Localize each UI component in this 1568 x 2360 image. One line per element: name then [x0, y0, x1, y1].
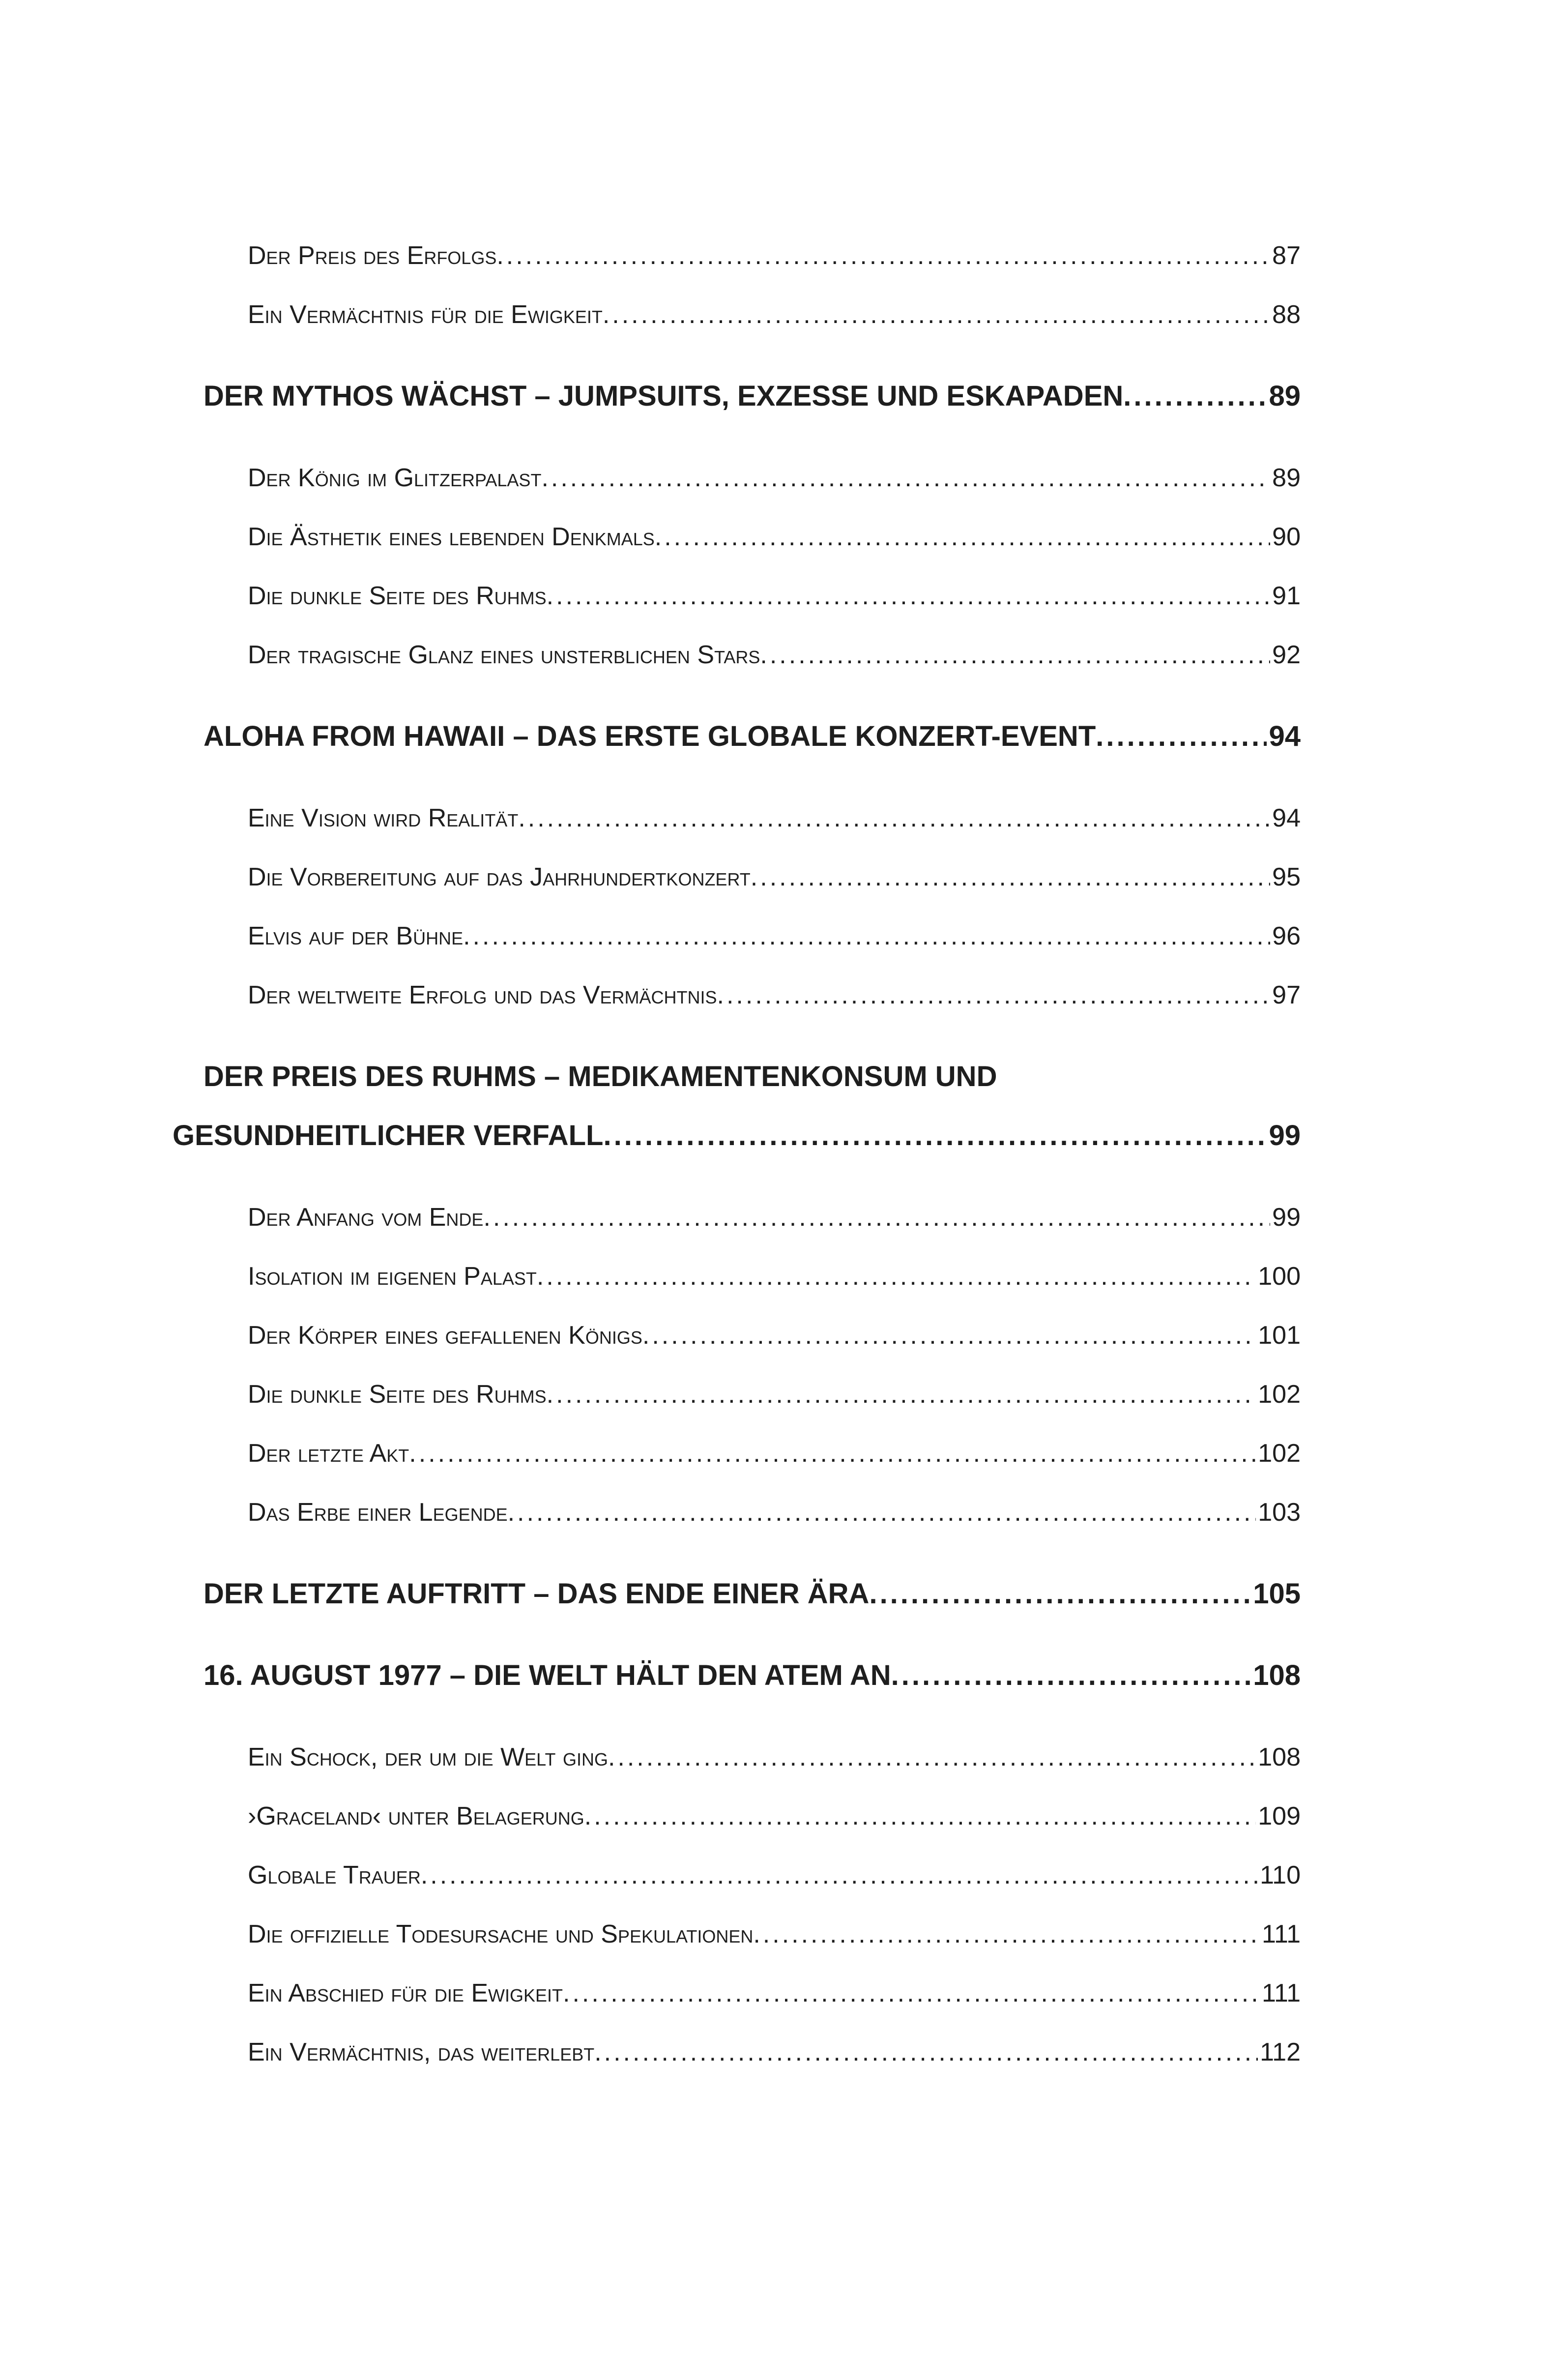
toc-entry-section[interactable]: [173, 566, 1301, 625]
dot-leader: [760, 625, 1270, 684]
toc-entry-section[interactable]: [173, 1964, 1301, 2023]
toc-entry-section[interactable]: [173, 1846, 1301, 1905]
toc-entry-label: Der Anfang vom Ende: [248, 1203, 484, 1232]
toc-entry-label: 16. AUGUST 1977 – DIE WELT HÄLT DEN ATEM AN: [203, 1659, 891, 1691]
toc-entry-section[interactable]: [173, 848, 1301, 907]
toc-entry-label: Der Preis des Erfolgs: [248, 241, 497, 270]
toc-entry-section[interactable]: [173, 1306, 1301, 1365]
toc-entry-section[interactable]: [173, 1188, 1301, 1247]
toc-entry-page: 103: [1258, 1498, 1301, 1527]
dot-leader: [541, 448, 1270, 507]
dot-leader: [891, 1646, 1251, 1705]
toc-entry-page: 94: [1272, 804, 1301, 832]
toc-entry-chapter[interactable]: [173, 1047, 1301, 1165]
toc-entry-page: 89: [1272, 464, 1301, 492]
toc-entry-label: Die Ästhetik eines lebenden Denkmals: [248, 523, 655, 551]
toc-entry-section[interactable]: [173, 1424, 1301, 1483]
dot-leader: [463, 907, 1270, 966]
toc-entry-chapter[interactable]: [173, 367, 1301, 426]
dot-leader: [642, 1306, 1256, 1365]
toc-entry-chapter[interactable]: [173, 1646, 1301, 1705]
toc-entry-page: 108: [1258, 1743, 1301, 1771]
dot-leader: [1123, 367, 1267, 426]
toc-entry-label: Die offizielle Todesursache und Spekulationen: [248, 1920, 754, 1948]
toc-entry-section[interactable]: [173, 285, 1301, 344]
toc-entry-section[interactable]: [173, 1905, 1301, 1964]
toc-entry-chapter[interactable]: [173, 707, 1301, 766]
dot-leader: [483, 1188, 1270, 1247]
toc-entry-page: 100: [1258, 1262, 1301, 1291]
dot-leader: [869, 1564, 1251, 1623]
toc-entry-page: 94: [1269, 720, 1301, 752]
toc-entry-label: Der tragische Glanz eines unsterblichen Stars: [248, 641, 760, 669]
toc-entry-label: Isolation im eigenen Palast: [248, 1262, 537, 1291]
toc-entry-page: 87: [1272, 241, 1301, 270]
toc-entry-section[interactable]: [173, 2023, 1301, 2082]
toc-entry-page: 102: [1258, 1380, 1301, 1409]
dot-leader: [496, 226, 1270, 285]
toc-entry-label: Das Erbe einer Legende: [248, 1498, 508, 1527]
toc-entry-label: ›Graceland‹ unter Belagerung: [248, 1802, 584, 1830]
toc-entry-page: 111: [1261, 1979, 1301, 2007]
toc-entry-section[interactable]: [173, 625, 1301, 684]
toc-entry-label: Ein Vermächtnis, das weiterlebt: [248, 2038, 595, 2066]
toc-entry-label: Die Vorbereitung auf das Jahrhundertkonzert: [248, 863, 751, 891]
dot-leader: [603, 285, 1270, 344]
toc-entry-section[interactable]: [173, 1728, 1301, 1787]
toc-entry-section[interactable]: [173, 789, 1301, 848]
toc-entry-page: 95: [1272, 863, 1301, 891]
toc-entry-label: Ein Vermächtnis für die Ewigkeit: [248, 300, 603, 329]
dot-leader: [547, 566, 1270, 625]
toc-entry-label: Elvis auf der Bühne: [248, 922, 464, 950]
toc-entry-page: 102: [1258, 1439, 1301, 1468]
toc-entry-section[interactable]: [173, 1787, 1301, 1846]
toc-entry-section[interactable]: [173, 1483, 1301, 1542]
toc-entry-page: 112: [1260, 2038, 1301, 2066]
table-of-contents: [173, 226, 1301, 2082]
toc-entry-chapter[interactable]: [173, 1564, 1301, 1623]
dot-leader: [584, 1787, 1256, 1846]
dot-leader: [409, 1424, 1256, 1483]
toc-entry-page: 111: [1261, 1920, 1301, 1948]
toc-entry-label: ALOHA FROM HAWAII – DAS ERSTE GLOBALE KONZERT-EVENT: [203, 720, 1096, 752]
dot-leader: [604, 1106, 1267, 1165]
toc-entry-label-line1: DER PREIS DES RUHMS – MEDIKAMENTENKONSUM UND: [203, 1061, 997, 1092]
toc-entry-label: Die dunkle Seite des Ruhms: [248, 1380, 547, 1409]
toc-entry-page: 90: [1272, 523, 1301, 551]
toc-entry-page: 99: [1269, 1120, 1301, 1151]
toc-entry-section[interactable]: [173, 507, 1301, 566]
dot-leader: [608, 1728, 1256, 1787]
toc-entry-label: DER LETZTE AUFTRITT – DAS ENDE EINER ÄRA: [203, 1578, 870, 1610]
dot-leader: [1096, 707, 1267, 766]
toc-entry-section[interactable]: [173, 966, 1301, 1025]
toc-entry-page: 108: [1253, 1659, 1301, 1691]
dot-leader: [421, 1846, 1258, 1905]
toc-entry-page: 109: [1258, 1802, 1301, 1830]
dot-leader: [563, 1964, 1260, 2023]
dot-leader: [537, 1247, 1256, 1306]
toc-entry-page: 91: [1272, 582, 1301, 610]
toc-entry-page: 105: [1253, 1578, 1301, 1610]
dot-leader: [547, 1365, 1256, 1424]
toc-entry-page: 88: [1272, 300, 1301, 329]
toc-entry-section[interactable]: [173, 1365, 1301, 1424]
dot-leader: [751, 848, 1270, 907]
dot-leader: [717, 966, 1271, 1025]
toc-entry-section[interactable]: [173, 907, 1301, 966]
toc-entry-label: Eine Vision wird Realität: [248, 804, 519, 832]
toc-entry-label: Der weltweite Erfolg und das Vermächtnis: [248, 981, 717, 1009]
toc-entry-page: 96: [1272, 922, 1301, 950]
toc-entry-label: GESUNDHEITLICHER VERFALL: [173, 1120, 604, 1151]
toc-entry-label: Ein Schock, der um die Welt ging: [248, 1743, 608, 1771]
toc-entry-page: 110: [1260, 1861, 1301, 1889]
dot-leader: [753, 1905, 1260, 1964]
dot-leader: [655, 507, 1270, 566]
toc-entry-page: 89: [1269, 380, 1301, 412]
toc-entry-label: Der König im Glitzerpalast: [248, 464, 542, 492]
toc-entry-label: Der Körper eines gefallenen Königs: [248, 1321, 642, 1350]
toc-entry-label: Ein Abschied für die Ewigkeit: [248, 1979, 563, 2007]
toc-entry-label: Der letzte Akt: [248, 1439, 409, 1468]
toc-entry-section[interactable]: [173, 1247, 1301, 1306]
toc-entry-label: Die dunkle Seite des Ruhms: [248, 582, 547, 610]
toc-entry-page: 101: [1258, 1321, 1301, 1350]
toc-entry-page: 97: [1272, 981, 1301, 1009]
toc-entry-page: 92: [1272, 641, 1301, 669]
toc-entry-label: Globale Trauer: [248, 1861, 421, 1889]
toc-entry-page: 99: [1272, 1203, 1301, 1232]
dot-leader: [508, 1483, 1256, 1542]
dot-leader: [594, 2023, 1258, 2082]
toc-entry-section[interactable]: [173, 226, 1301, 285]
toc-entry-label-line2-row: [173, 1106, 1301, 1165]
toc-entry-section[interactable]: [173, 448, 1301, 507]
toc-entry-label: DER MYTHOS WÄCHST – JUMPSUITS, EXZESSE UND ESKAPADEN: [203, 380, 1124, 412]
dot-leader: [518, 789, 1270, 848]
